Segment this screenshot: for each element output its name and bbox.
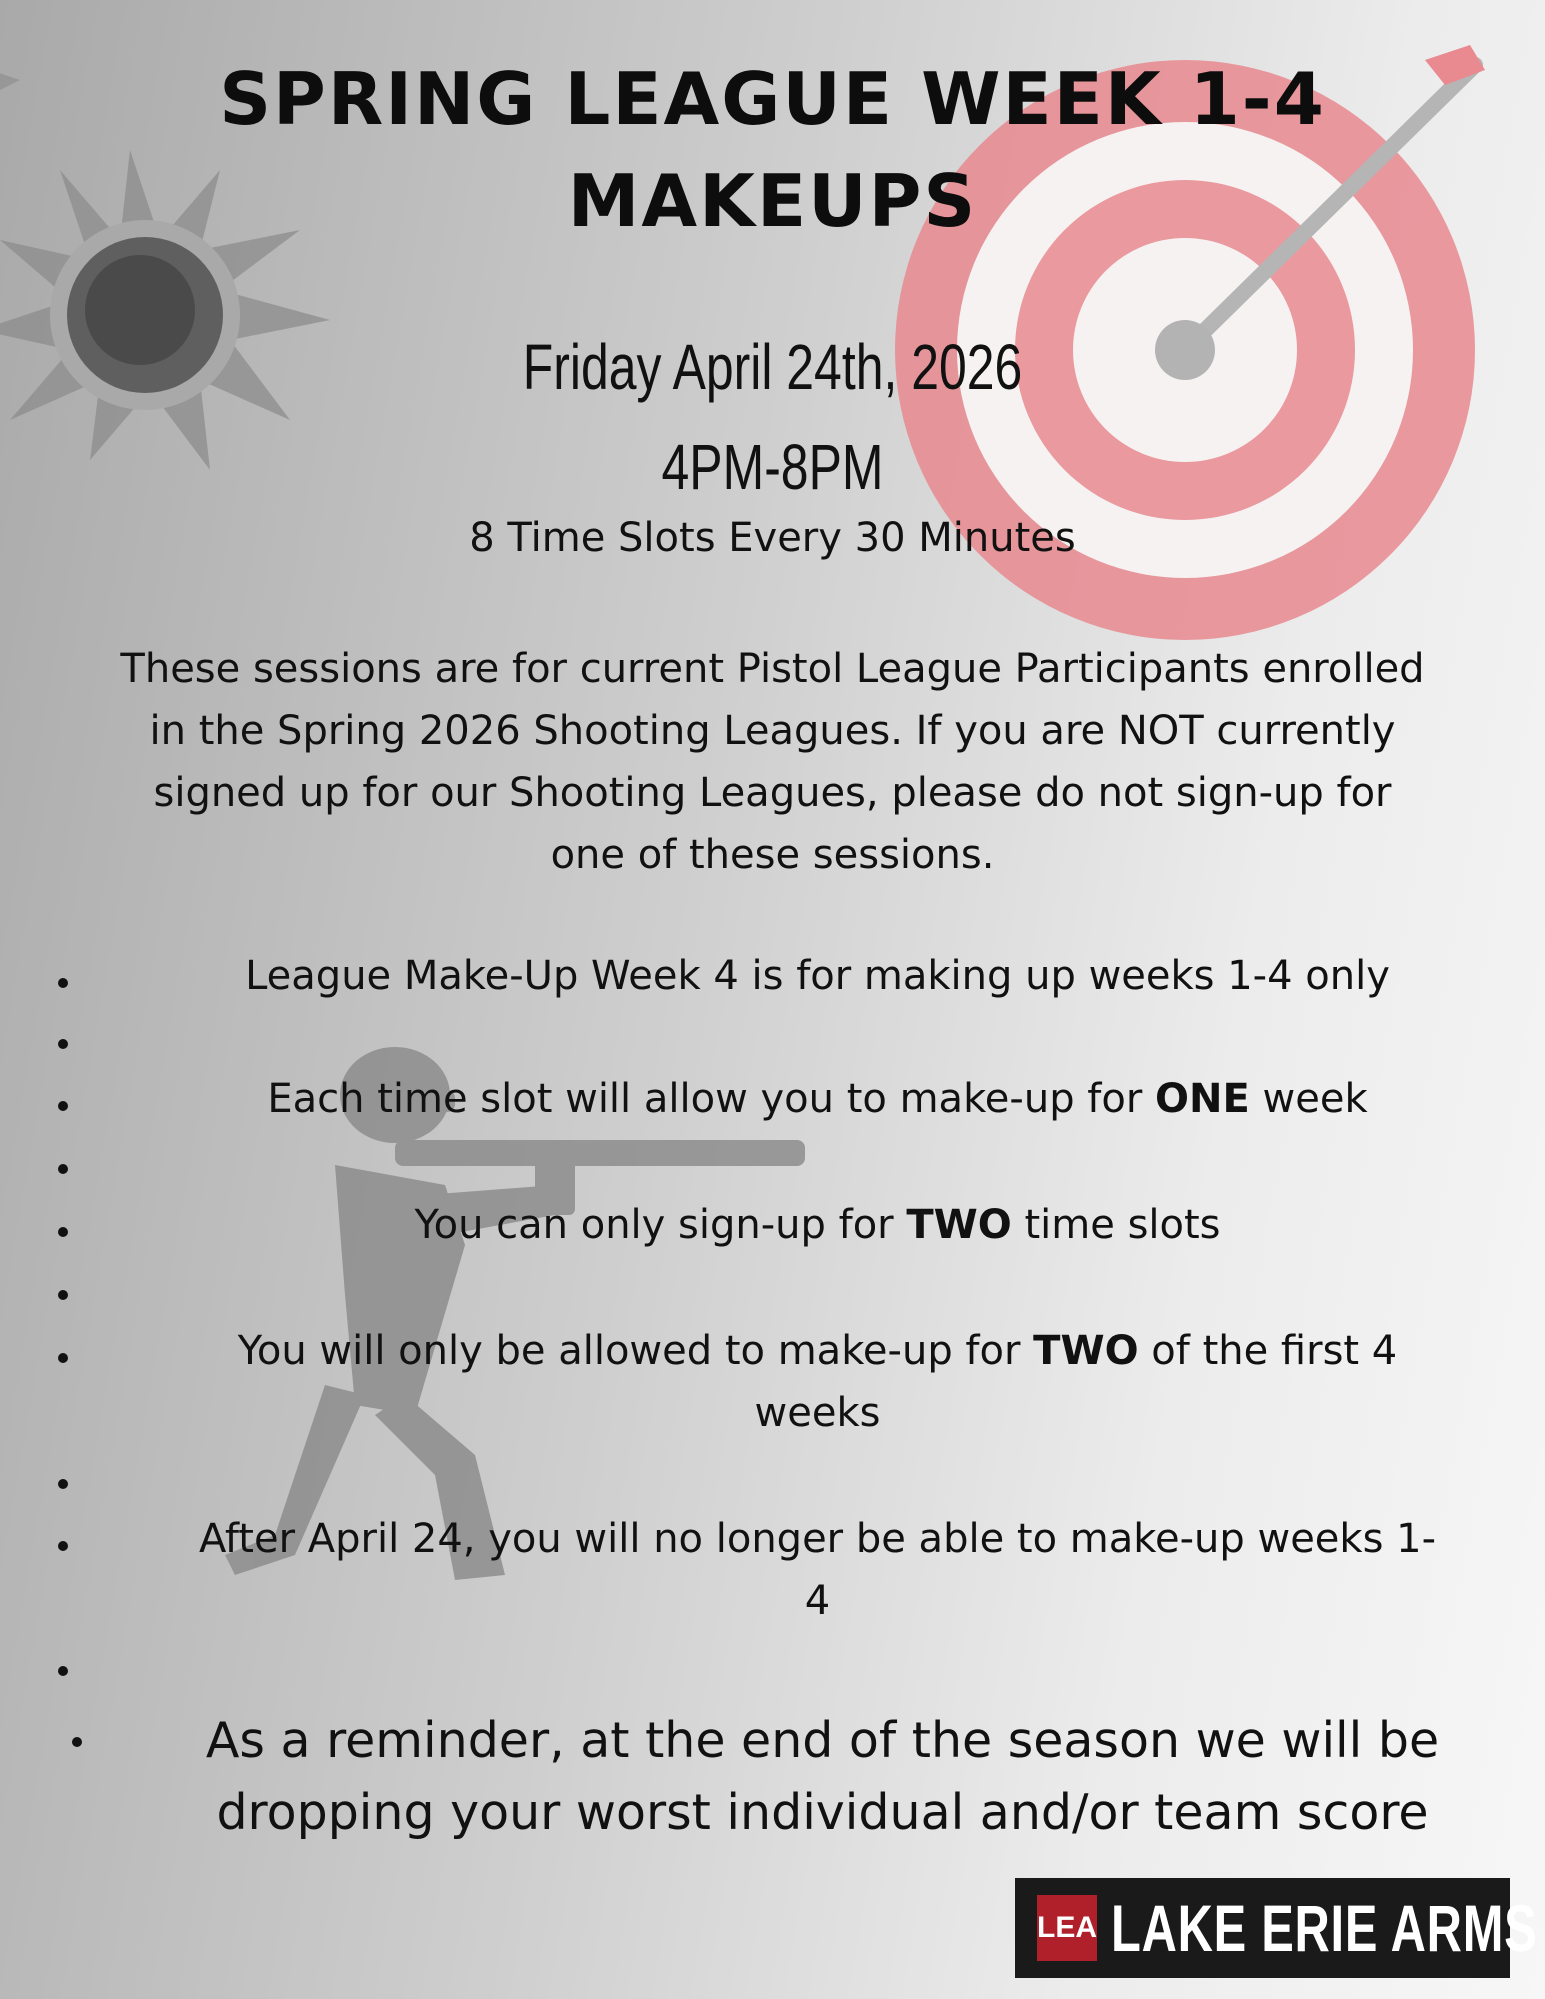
intro-line: one of these sessions. (550, 832, 995, 878)
bullet-dot (58, 1353, 68, 1363)
intro-line: in the Spring 2026 Shooting Leagues. If you are NOT currently (149, 708, 1396, 754)
page-title-line-2: MAKEUPS (567, 159, 978, 243)
list-item-text: of the first 4 (1138, 1328, 1398, 1374)
bullet-dot (58, 1541, 68, 1551)
list-item-text: Each time slot will allow you to make-up for (267, 1076, 1156, 1122)
list-item-text: You can only sign-up for (414, 1202, 907, 1248)
list-item (120, 1705, 1525, 1849)
list-item-emphasis: ONE (1155, 1076, 1250, 1122)
list-item (90, 1508, 1545, 1632)
bullet-dot (58, 1039, 68, 1049)
event-date: Friday April 24th, 2026 (522, 331, 1023, 403)
bullet-dot (58, 1666, 68, 1676)
list-item-emphasis: TWO (1033, 1328, 1139, 1374)
bullet-dot (72, 1737, 82, 1747)
list-item-line (90, 1320, 1545, 1382)
list-item (90, 1194, 1545, 1256)
bullet-dot (58, 978, 68, 988)
page-title: SPRING LEAGUE WEEK 1-4 (219, 57, 1326, 141)
list-item-text: You will only be allowed to make-up for (237, 1328, 1034, 1374)
list-item: League Make-Up Week 4 is for making up weeks 1-4 only (245, 953, 1390, 999)
list-item-line: dropping your worst individual and/or team score (216, 1784, 1429, 1841)
intro-line: signed up for our Shooting Leagues, please do not sign-up for (153, 770, 1392, 816)
list-item-emphasis: TWO (906, 1202, 1012, 1248)
intro-line: These sessions are for current Pistol League Participants enrolled (120, 646, 1425, 692)
list-item-text: time slots (1011, 1202, 1221, 1248)
bullet-dot (58, 1290, 68, 1300)
bullet-dot (58, 1164, 68, 1174)
list-item-line: weeks (754, 1390, 881, 1436)
time-slots-note: 8 Time Slots Every 30 Minutes (469, 515, 1076, 561)
bullet-dot (58, 1101, 68, 1111)
event-time: 4PM-8PM (661, 431, 884, 503)
list-item (90, 1320, 1545, 1444)
bullet-dot (58, 1227, 68, 1237)
list-item (90, 1068, 1545, 1130)
list-item-line: After April 24, you will no longer be able to make-up weeks 1- (198, 1516, 1437, 1562)
list-item-line: 4 (804, 1578, 831, 1624)
logo-mark-icon: LEA (1037, 1895, 1097, 1961)
lake-erie-arms-logo (1015, 1878, 1538, 1978)
list-item-text: week (1249, 1076, 1368, 1122)
logo-wordmark: LAKE ERIE ARMS (1111, 1891, 1538, 1965)
bullet-dot (58, 1479, 68, 1489)
list-item-line: As a reminder, at the end of the season we will be (205, 1712, 1440, 1769)
